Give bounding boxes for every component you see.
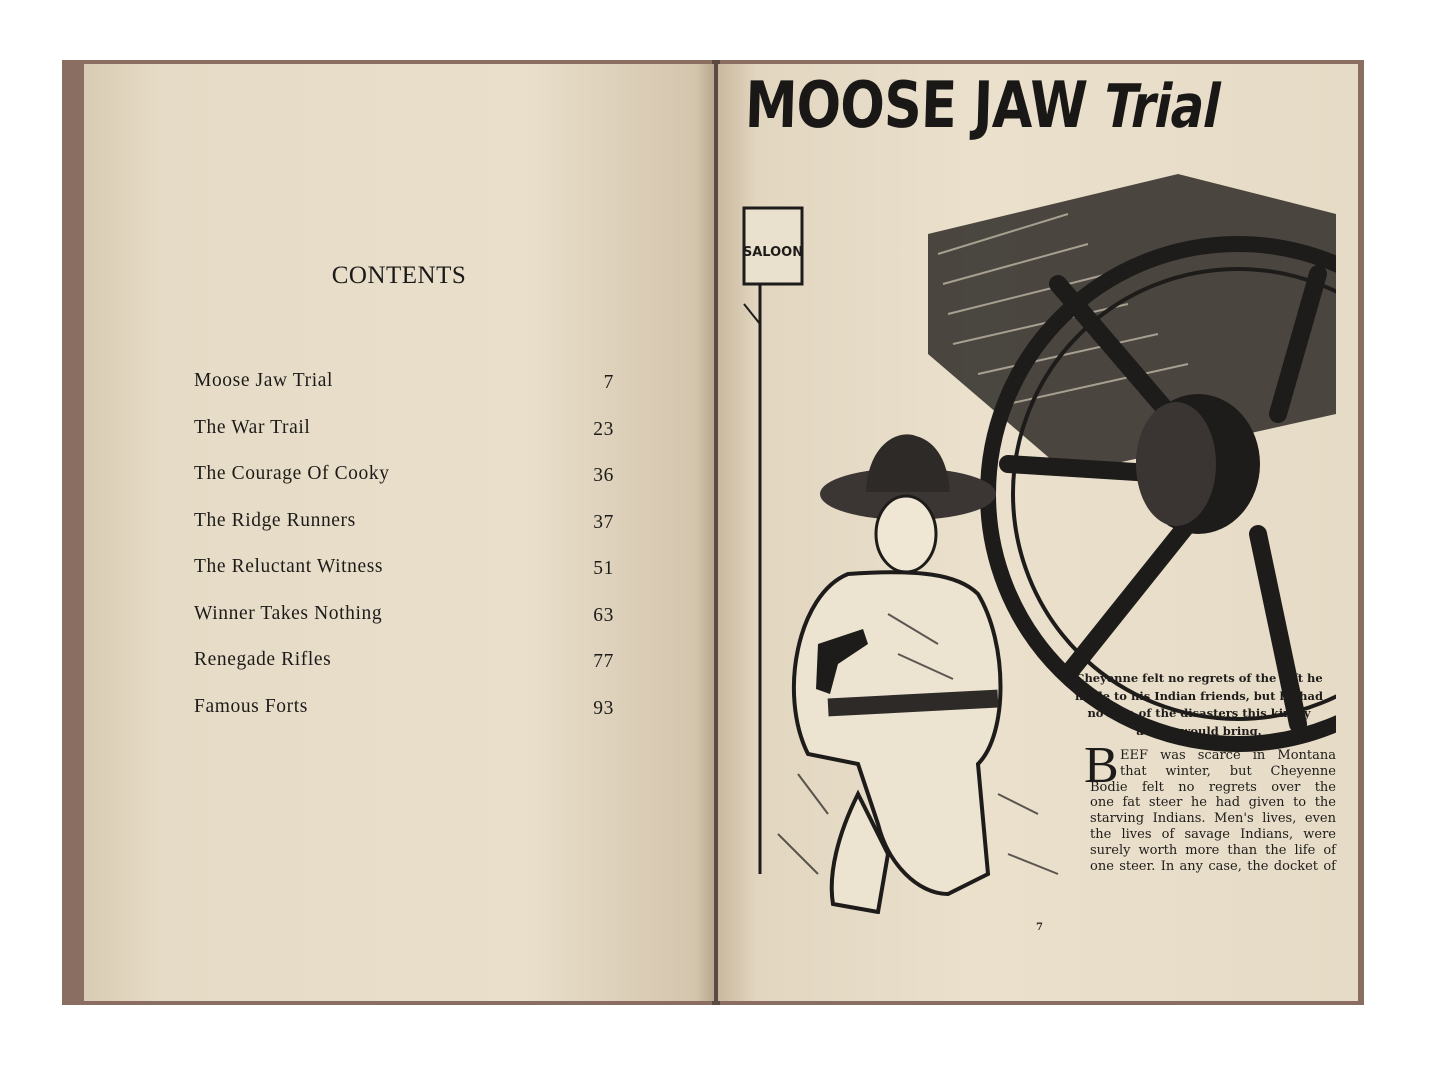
toc-entry	[194, 603, 614, 650]
open-book	[62, 60, 1364, 1005]
toc-title: Winner Takes Nothing	[194, 602, 383, 624]
story-title-main: MOOSE JAW	[744, 69, 1088, 143]
body-line: one steer. In any case, the docket of	[1090, 858, 1336, 874]
toc-page-number: 63	[593, 604, 614, 626]
toc-title: Renegade Rifles	[194, 649, 332, 670]
toc-page-number: 77	[593, 651, 614, 672]
caption-line: no idea of the disasters this kindly	[1087, 706, 1311, 720]
toc-entry	[194, 370, 614, 417]
body-line: Bodie felt no regrets over the	[1090, 779, 1336, 795]
toc-title: The Ridge Runners	[194, 509, 356, 531]
toc-page-number: 36	[593, 465, 614, 486]
toc-page-number: 7	[603, 372, 614, 393]
toc-entry	[194, 556, 614, 603]
illustration-caption	[1064, 670, 1334, 740]
caption-line: made to his Indian friends, but he had	[1075, 688, 1323, 703]
toc-entry	[194, 649, 614, 696]
body-line: surely worth more than the life of	[1090, 842, 1336, 858]
left-page	[84, 64, 714, 1001]
body-line: that winter, but Cheyenne	[1120, 763, 1336, 779]
saloon-sign-text: SALOON	[742, 245, 804, 260]
toc-page-number: 23	[593, 418, 614, 440]
table-of-contents	[194, 370, 614, 742]
toc-title: Famous Forts	[194, 695, 308, 717]
toc-entry	[194, 463, 614, 510]
toc-title: The Reluctant Witness	[194, 556, 384, 577]
body-line: starving Indians. Men's lives, even	[1090, 811, 1336, 827]
drop-cap: B	[1084, 737, 1119, 794]
caption-line: action would bring.	[1136, 723, 1262, 738]
body-line: the lives of savage Indians, were	[1090, 826, 1336, 842]
toc-title: The Courage Of Cooky	[194, 463, 390, 484]
toc-page-number: 51	[593, 558, 614, 579]
toc-title: Moose Jaw Trial	[194, 370, 334, 391]
toc-page-number: 93	[593, 697, 614, 719]
toc-title: The War Trail	[194, 416, 311, 438]
story-body	[1090, 748, 1336, 874]
page-number: 7	[1036, 922, 1043, 933]
contents-heading: CONTENTS	[331, 262, 467, 289]
body-line: EEF was scarce in Montana	[1120, 748, 1336, 763]
story-title	[744, 69, 1221, 143]
right-page	[718, 64, 1358, 1001]
toc-entry	[194, 417, 614, 464]
toc-entry	[194, 696, 614, 743]
body-line: one fat steer he had given to the	[1090, 795, 1336, 811]
caption-line: Cheyenne felt no regrets of the gift he	[1075, 671, 1323, 685]
toc-page-number: 37	[593, 511, 614, 533]
story-title-script: Trial	[1103, 72, 1221, 142]
toc-entry	[194, 510, 614, 557]
